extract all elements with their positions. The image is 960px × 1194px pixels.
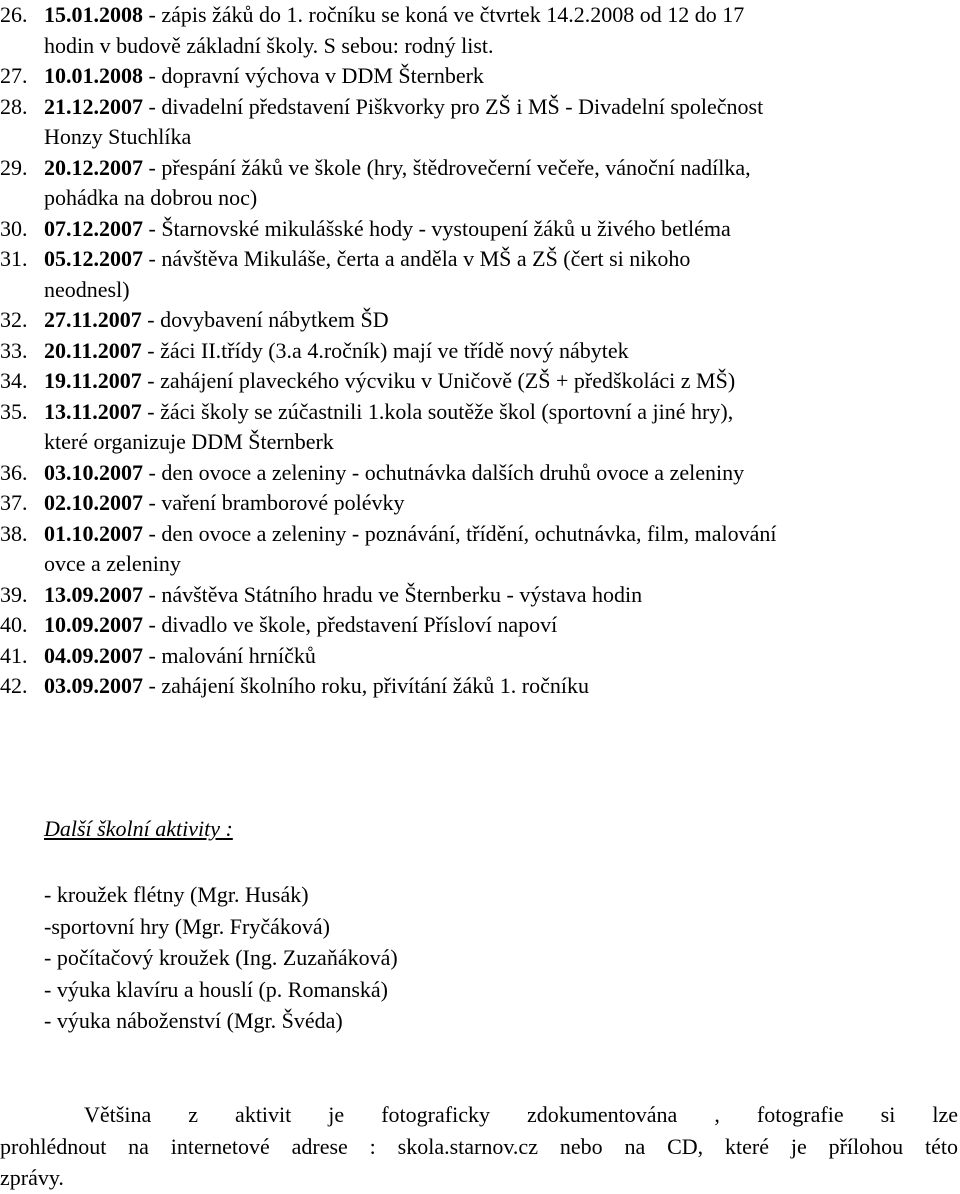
- event-item: [0, 671, 960, 702]
- event-item: [0, 0, 960, 61]
- event-item: [0, 92, 960, 153]
- activity-item: - výuka náboženství (Mgr. Švéda): [44, 1008, 343, 1033]
- event-date: 20.11.2007: [44, 337, 142, 363]
- event-item: [0, 397, 960, 458]
- activity-item: - výuka klavíru a houslí (p. Romanská): [44, 976, 388, 1002]
- event-description: - Štarnovské mikulášské hody - vystoupení žáků u živého betléma: [148, 215, 731, 241]
- event-item: [0, 488, 960, 519]
- event-description-continued: neodnesl): [44, 276, 130, 302]
- event-date: 10.01.2008: [44, 63, 143, 88]
- event-description: - den ovoce a zeleniny - ochutnávka dalších druhů ovoce a zeleniny: [148, 459, 745, 485]
- event-date: 03.09.2007: [44, 673, 143, 698]
- event-date: 15.01.2008: [44, 2, 143, 27]
- event-item: [0, 61, 960, 92]
- event-item: [0, 580, 960, 611]
- event-number: 34.: [0, 368, 28, 393]
- event-date: 02.10.2007: [44, 490, 143, 515]
- event-number: 26.: [0, 2, 28, 27]
- event-item: [0, 336, 960, 367]
- event-number: 33.: [0, 337, 28, 363]
- event-number: 41.: [0, 642, 28, 668]
- event-item: [0, 366, 960, 397]
- event-description: - přespání žáků ve škole (hry, štědrovečerní večeře, vánoční nadílka,: [148, 154, 751, 180]
- event-description: - zahájení školního roku, přivítání žáků 1. ročníku: [148, 673, 589, 698]
- event-description: - den ovoce a zeleniny - poznávání, třídění, ochutnávka, film, malování: [148, 520, 777, 546]
- event-description: - žáci školy se zúčastnili 1.kola soutěže škol (sportovní a jiné hry),: [147, 398, 734, 424]
- event-description: - dovybavení nábytkem ŠD: [147, 307, 389, 332]
- event-date: 05.12.2007: [44, 246, 143, 271]
- event-number: 37.: [0, 490, 28, 515]
- event-number: 30.: [0, 215, 28, 241]
- activities-list: [44, 879, 398, 1037]
- event-item: [0, 305, 960, 336]
- event-description: - malování hrníčků: [148, 642, 316, 668]
- event-description: - divadelní představení Piškvorky pro ZŠ i MŠ - Divadelní společnost: [148, 93, 764, 119]
- activity-item: - počítačový kroužek (Ing. Zuzaňáková): [44, 945, 398, 970]
- note-line: prohlédnout na internetové adrese : skola.starnov.cz nebo na CD, které je přílohou této: [0, 1133, 958, 1159]
- event-date: 20.12.2007: [44, 154, 143, 180]
- event-number: 27.: [0, 63, 28, 88]
- event-number: 31.: [0, 246, 28, 271]
- event-item: [0, 153, 960, 214]
- event-date: 04.09.2007: [44, 642, 143, 668]
- event-description-continued: hodin v budově základní školy. S sebou: rodný list.: [44, 32, 494, 58]
- event-number: 40.: [0, 612, 28, 637]
- event-date: 01.10.2007: [44, 520, 143, 546]
- event-date: 19.11.2007: [44, 368, 142, 393]
- event-date: 03.10.2007: [44, 459, 143, 485]
- event-date: 07.12.2007: [44, 215, 143, 241]
- event-number: 36.: [0, 459, 28, 485]
- note-line: Většina z aktivit je fotograficky zdokumentována , fotografie si lze: [84, 1102, 958, 1127]
- event-number: 28.: [0, 93, 28, 119]
- event-item: [0, 610, 960, 641]
- event-number: 38.: [0, 520, 28, 546]
- activities-heading: Další školní aktivity :: [44, 816, 233, 841]
- event-description-continued: Honzy Stuchlíka: [44, 124, 192, 149]
- event-item: [0, 244, 960, 305]
- closing-note: [0, 1099, 958, 1194]
- note-line: zprávy.: [0, 1165, 64, 1190]
- event-description: - návštěva Mikuláše, čerta a anděla v MŠ a ZŠ (čert si nikoho: [148, 246, 691, 271]
- event-item: [0, 519, 960, 580]
- event-number: 39.: [0, 581, 28, 607]
- event-description-continued: pohádka na dobrou noc): [44, 185, 258, 210]
- event-description: - zahájení plaveckého výcviku v Uničově (ZŠ + předškoláci z MŠ): [147, 368, 736, 393]
- event-description: - dopravní výchova v DDM Šternberk: [148, 63, 484, 88]
- event-date: 21.12.2007: [44, 93, 143, 119]
- event-date: 13.09.2007: [44, 581, 143, 607]
- event-date: 13.11.2007: [44, 398, 142, 424]
- event-item: [0, 214, 960, 245]
- event-number: 35.: [0, 398, 28, 424]
- event-number: 42.: [0, 673, 28, 698]
- event-description: - vaření bramborové polévky: [148, 490, 405, 515]
- event-number: 32.: [0, 307, 28, 332]
- activity-item: -sportovní hry (Mgr. Fryčáková): [44, 913, 330, 939]
- event-description: - žáci II.třídy (3.a 4.ročník) mají ve třídě nový nábytek: [147, 337, 629, 363]
- activity-item: - kroužek flétny (Mgr. Husák): [44, 882, 309, 907]
- event-item: [0, 641, 960, 672]
- event-item: [0, 458, 960, 489]
- event-number: 29.: [0, 154, 28, 180]
- event-date: 27.11.2007: [44, 307, 142, 332]
- event-description-continued: které organizuje DDM Šternberk: [44, 429, 334, 454]
- event-description: - zápis žáků do 1. ročníku se koná ve čtvrtek 14.2.2008 od 12 do 17: [148, 2, 745, 27]
- event-date: 10.09.2007: [44, 612, 143, 637]
- event-description: - návštěva Státního hradu ve Šternberku - výstava hodin: [148, 581, 643, 607]
- event-description-continued: ovce a zeleniny: [44, 551, 181, 576]
- event-description: - divadlo ve škole, představení Přísloví napoví: [148, 612, 558, 637]
